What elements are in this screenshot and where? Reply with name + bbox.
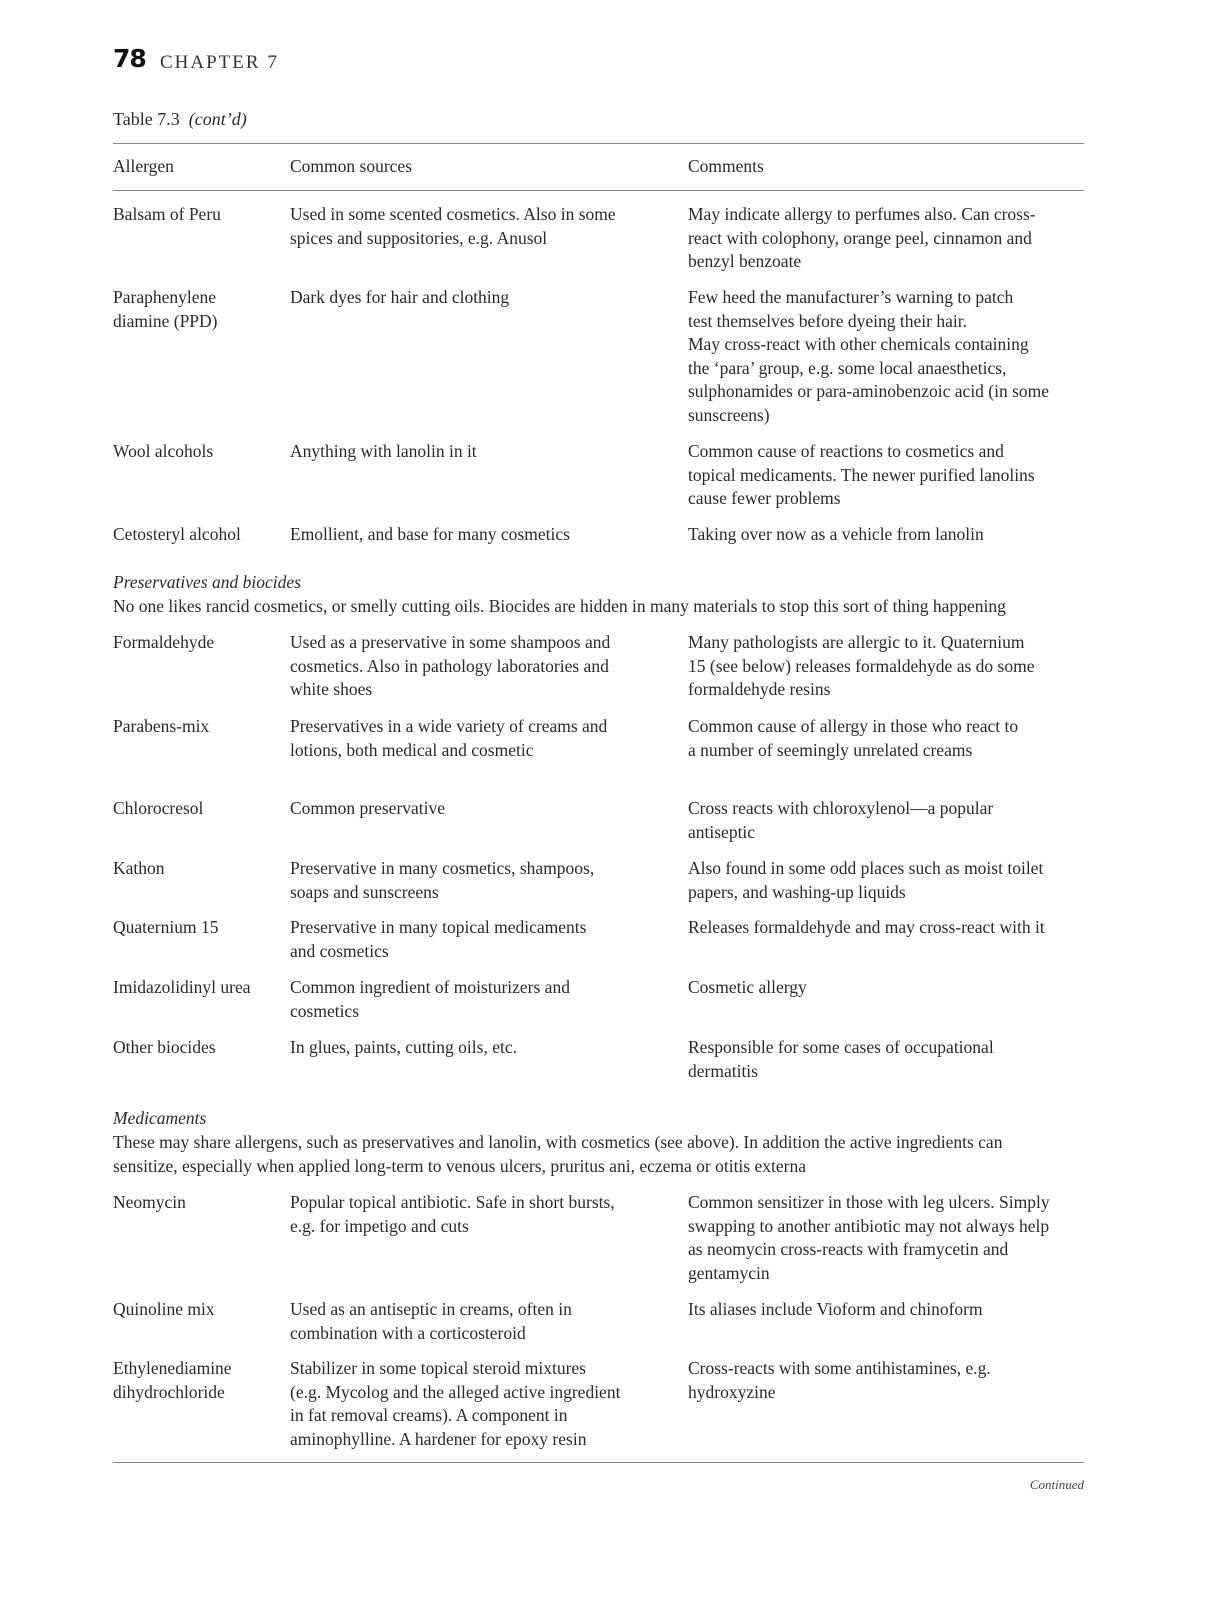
table-label: Table 7.3 — [113, 109, 180, 129]
table-cell-comments: Releases formaldehyde and may cross-react with it — [688, 917, 1045, 937]
table-cell-comments: Common sensitizer in those with leg ulcers. Simply swapping to another antibiotic may not always help as neomycin cross-reacts with framycetin and gentamycin — [688, 1192, 1050, 1283]
section-description-medicaments: These may share allergens, such as preservatives and lanolin, with cosmetics (see above). In addition the active ingredients can sensitize, especially when applied long-term to venous ulcers, pruritus ani, eczema or otitis externa — [113, 1132, 1003, 1176]
header-allergen: Allergen — [113, 156, 174, 176]
table-cell-sources: Used as a preservative in some shampoos and cosmetics. Also in pathology laboratories and white shoes — [290, 632, 611, 700]
table-cell-allergen: Parabens-mix — [113, 716, 210, 736]
header-comments: Comments — [688, 156, 764, 176]
table-continued-label: (cont’d) — [188, 109, 247, 129]
table-cell-allergen: Ethylenediamine dihydrochloride — [113, 1358, 232, 1402]
section-description-preservatives: No one likes rancid cosmetics, or smelly cutting oils. Biocides are hidden in many materials to stop this sort of thing happening — [113, 596, 1006, 616]
table-cell-comments: Also found in some odd places such as moist toilet papers, and washing-up liquids — [688, 858, 1044, 902]
chapter-heading: CHAPTER 7 — [160, 52, 279, 73]
table-cell-allergen: Kathon — [113, 858, 165, 878]
table-cell-sources: Emollient, and base for many cosmetics — [290, 524, 570, 544]
table-cell-sources: Used in some scented cosmetics. Also in some spices and suppositories, e.g. Anusol — [290, 204, 616, 248]
table-cell-comments: Responsible for some cases of occupational dermatitis — [688, 1037, 994, 1081]
table-cell-allergen: Wool alcohols — [113, 441, 214, 461]
table-bottom-rule — [113, 1462, 1084, 1463]
header-rule — [113, 190, 1084, 191]
table-cell-comments: Few heed the manufacturer’s warning to patch test themselves before dyeing their hair. May cross-react with other chemicals containing the ‘para’ group, e.g. some local anaesthetics, sulphonamides or para-aminobenzoic acid (in some sunscreens) — [688, 287, 1050, 425]
table-cell-comments: May indicate allergy to perfumes also. Can cross- react with colophony, orange peel, cinnamon and benzyl benzoate — [688, 204, 1036, 272]
table-cell-sources: Common ingredient of moisturizers and cosmetics — [290, 977, 570, 1021]
table-cell-allergen: Cetosteryl alcohol — [113, 524, 241, 544]
table-top-rule — [113, 143, 1084, 144]
table-cell-allergen: Chlorocresol — [113, 798, 204, 818]
table-cell-sources: Preservative in many cosmetics, shampoos, soaps and sunscreens — [290, 858, 595, 902]
table-title — [113, 109, 247, 130]
table-cell-sources: Common preservative — [290, 798, 446, 818]
table-cell-comments: Its aliases include Vioform and chinoform — [688, 1299, 983, 1319]
section-title-preservatives: Preservatives and biocides — [113, 572, 301, 592]
table-cell-sources: In glues, paints, cutting oils, etc. — [290, 1037, 517, 1057]
page-number: 78 — [113, 44, 146, 73]
table-cell-comments: Common cause of reactions to cosmetics and topical medicaments. The newer purified lanolins cause fewer problems — [688, 441, 1035, 509]
table-cell-allergen: Quaternium 15 — [113, 917, 219, 937]
table-cell-sources: Preservatives in a wide variety of creams and lotions, both medical and cosmetic — [290, 716, 608, 760]
table-cell-allergen: Neomycin — [113, 1192, 186, 1212]
table-cell-comments: Cosmetic allergy — [688, 977, 807, 997]
header-sources: Common sources — [290, 156, 413, 176]
table-cell-sources: Used as an antiseptic in creams, often in combination with a corticosteroid — [290, 1299, 572, 1343]
table-cell-sources: Popular topical antibiotic. Safe in short bursts, e.g. for impetigo and cuts — [290, 1192, 615, 1236]
table-cell-allergen: Paraphenylene diamine (PPD) — [113, 287, 218, 331]
table-cell-sources: Dark dyes for hair and clothing — [290, 287, 510, 307]
table-cell-sources: Preservative in many topical medicaments and cosmetics — [290, 917, 587, 961]
table-cell-sources: Anything with lanolin in it — [290, 441, 477, 461]
section-title-medicaments: Medicaments — [113, 1108, 207, 1128]
table-cell-comments: Cross-reacts with some antihistamines, e.g. hydroxyzine — [688, 1358, 991, 1402]
table-cell-allergen: Quinoline mix — [113, 1299, 215, 1319]
table-cell-comments: Common cause of allergy in those who react to a number of seemingly unrelated creams — [688, 716, 1019, 760]
continued-note: Continued — [1029, 1477, 1084, 1492]
table-cell-allergen: Other biocides — [113, 1037, 216, 1057]
table-cell-allergen: Formaldehyde — [113, 632, 215, 652]
table-cell-comments: Taking over now as a vehicle from lanolin — [688, 524, 984, 544]
table-cell-allergen: Imidazolidinyl urea — [113, 977, 251, 997]
table-cell-comments: Many pathologists are allergic to it. Quaternium 15 (see below) releases formaldehyde as do some formaldehyde resins — [688, 632, 1035, 700]
table-cell-sources: Stabilizer in some topical steroid mixtures (e.g. Mycolog and the alleged active ingredient in fat removal creams). A component in aminophylline. A hardener for epoxy resin — [290, 1358, 621, 1449]
table-cell-comments: Cross reacts with chloroxylenol—a popular antiseptic — [688, 798, 994, 842]
table-cell-allergen: Balsam of Peru — [113, 204, 221, 224]
